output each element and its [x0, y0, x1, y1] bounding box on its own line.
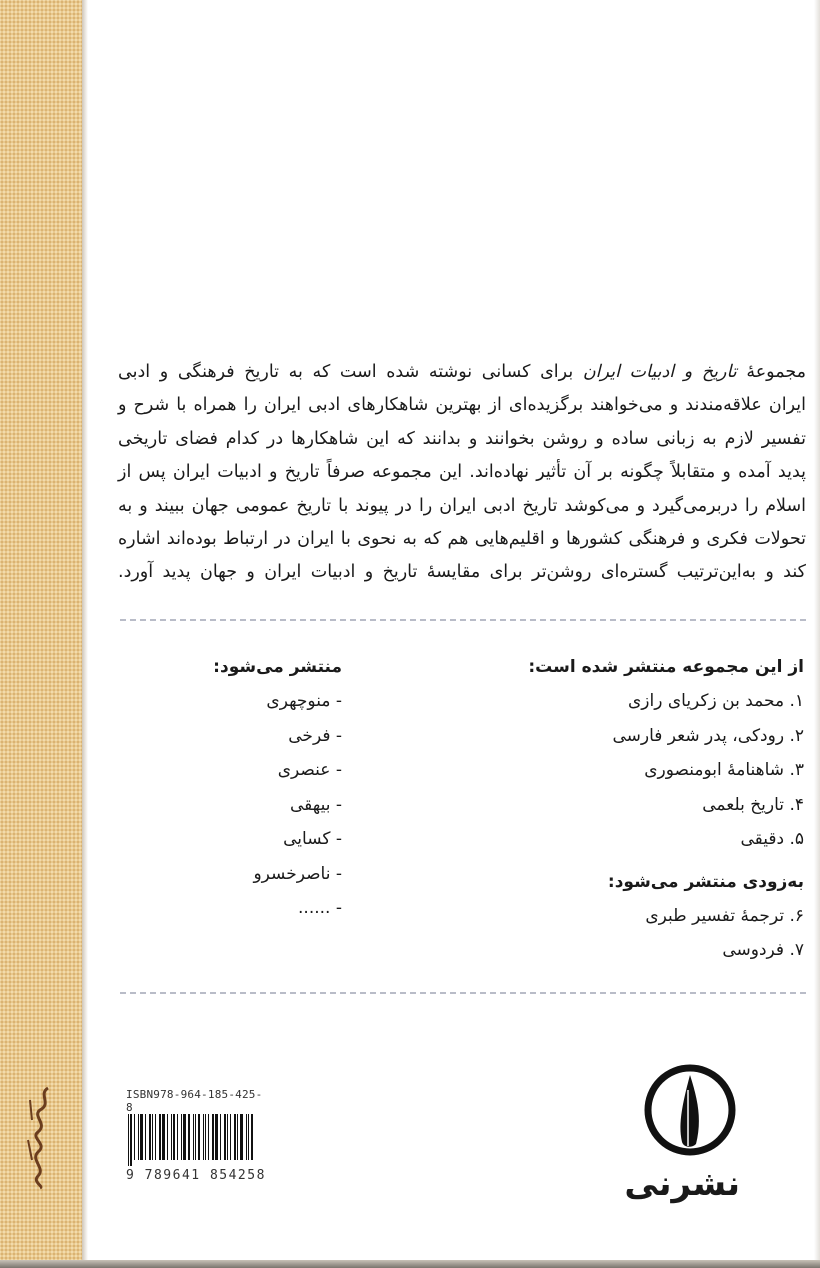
barcode-bar — [130, 1114, 132, 1166]
barcode-bar — [240, 1114, 243, 1160]
publisher-name: نشرنی — [624, 1164, 740, 1204]
barcode-number: 9 789641 854258 — [126, 1168, 266, 1183]
list-item: - ناصرخسرو — [253, 863, 342, 884]
isbn-text: ISBN978-964-185-425-8 — [126, 1088, 263, 1114]
list-item: ۷. فردوسی — [722, 940, 804, 960]
description-line: اسلام را دربرمی‌گیرد و می‌کوشد تاریخ ادبی ایران را در پیوند با تاریخ عمومی جهان ببیند و به — [118, 495, 806, 516]
text-run: برای کسانی نوشته شده است که به تاریخ فرهنگی و ادبی — [118, 362, 583, 382]
barcode-bar — [205, 1114, 206, 1160]
barcode-bar — [159, 1114, 161, 1160]
barcode-bar — [162, 1114, 165, 1160]
barcode-bar — [208, 1114, 209, 1160]
dashed-divider — [120, 619, 806, 621]
barcode-bar — [173, 1114, 175, 1160]
barcode-bar — [215, 1114, 218, 1160]
barcode-bar — [138, 1114, 139, 1160]
page-edge-bottom — [0, 1260, 820, 1268]
leaf-icon — [640, 1060, 740, 1160]
series-title: تاریخ و ادبیات ایران — [582, 362, 737, 382]
barcode-bar — [248, 1114, 249, 1160]
barcode-bar — [181, 1114, 182, 1160]
barcode-bar — [234, 1114, 236, 1160]
barcode-bar — [128, 1114, 129, 1166]
list-item: - عنصری — [277, 760, 342, 780]
barcode-bar — [193, 1114, 194, 1160]
spine-edge — [82, 0, 88, 1268]
barcode-bar — [203, 1114, 204, 1160]
barcode-bar — [152, 1114, 153, 1160]
list-item: - کسایی — [283, 829, 342, 849]
barcode-bar — [230, 1114, 231, 1160]
list-item: ۳. شاهنامهٔ ابومنصوری — [644, 760, 804, 780]
published-list — [504, 650, 804, 968]
description-line: پدید آمده و متقابلاً چگونه بر آن تأثیر نهاده‌اند. این مجموعه صرفاً تاریخ و ادبیات ایران پس از — [118, 462, 806, 483]
book-spine — [0, 0, 82, 1268]
list-item: ۱. محمد بن زکریای رازی — [627, 691, 804, 711]
barcode-bar — [224, 1114, 226, 1160]
page-edge — [814, 0, 820, 1268]
barcode-bar — [251, 1114, 253, 1160]
list-item: ۵. دقیقی — [740, 829, 804, 849]
barcode-bar — [220, 1114, 221, 1160]
barcode-bar — [134, 1114, 135, 1160]
text-run: مجموعهٔ — [736, 362, 806, 382]
published-heading: از این مجموعه منتشر شده است: — [528, 657, 804, 677]
list-item: - منوچهری — [266, 691, 342, 711]
list-item: - بیهقی — [289, 794, 342, 815]
barcode-bar — [155, 1114, 156, 1160]
isbn-barcode — [126, 1088, 266, 1183]
description-line: کند و به‌این‌ترتیب گستره‌ای روشن‌تر برای مقایسهٔ تاریخ و ادبیات ایران و جهان پدید آورد. — [118, 562, 806, 583]
barcode-bars — [126, 1114, 260, 1166]
to-be-published-heading: منتشر می‌شود: — [213, 657, 342, 677]
designer-signature — [18, 1080, 64, 1190]
barcode-bar — [246, 1114, 247, 1160]
list-item: ۶. ترجمهٔ تفسیر طبری — [645, 905, 804, 926]
list-item: ۲. رودکی، پدر شعر فارسی — [612, 725, 804, 746]
to-be-published-list — [142, 650, 342, 926]
barcode-bar — [140, 1114, 143, 1160]
barcode-bar — [167, 1114, 168, 1160]
dashed-divider — [120, 992, 806, 994]
barcode-bar — [195, 1114, 196, 1160]
barcode-bar — [177, 1114, 178, 1160]
barcode-bar — [145, 1114, 146, 1160]
list-item: - فرخی — [288, 725, 342, 746]
barcode-bar — [237, 1114, 238, 1160]
coming-soon-heading: به‌زودی منتشر می‌شود: — [607, 871, 804, 892]
description-line — [118, 356, 806, 389]
barcode-bar — [171, 1114, 172, 1160]
barcode-bar — [227, 1114, 228, 1160]
barcode-bar — [198, 1114, 200, 1160]
list-item: ۴. تاریخ بلعمی — [702, 794, 804, 815]
barcode-bar — [149, 1114, 151, 1160]
description-line: ایران علاقه‌مندند و می‌خواهند برگزیده‌ای از بهترین شاهکارهای ادبی ایران را همراه با شرح و — [118, 395, 806, 416]
description-line: تفسیر لازم به زبانی ساده و روشن بخوانند و بدانند که این شاهکارها در کدام فضای تاریخی — [118, 428, 806, 449]
barcode-bar — [188, 1114, 190, 1160]
list-item: - ...... — [298, 898, 342, 918]
barcode-bar — [183, 1114, 186, 1160]
barcode-bar — [212, 1114, 214, 1160]
series-description — [118, 356, 806, 590]
description-line: تحولات فکری و فرهنگی کشورها و اقلیم‌هایی هم که به نحوی با ایران در ارتباط بوده‌اند اشاره — [118, 528, 806, 549]
publisher-logo — [624, 1060, 740, 1204]
